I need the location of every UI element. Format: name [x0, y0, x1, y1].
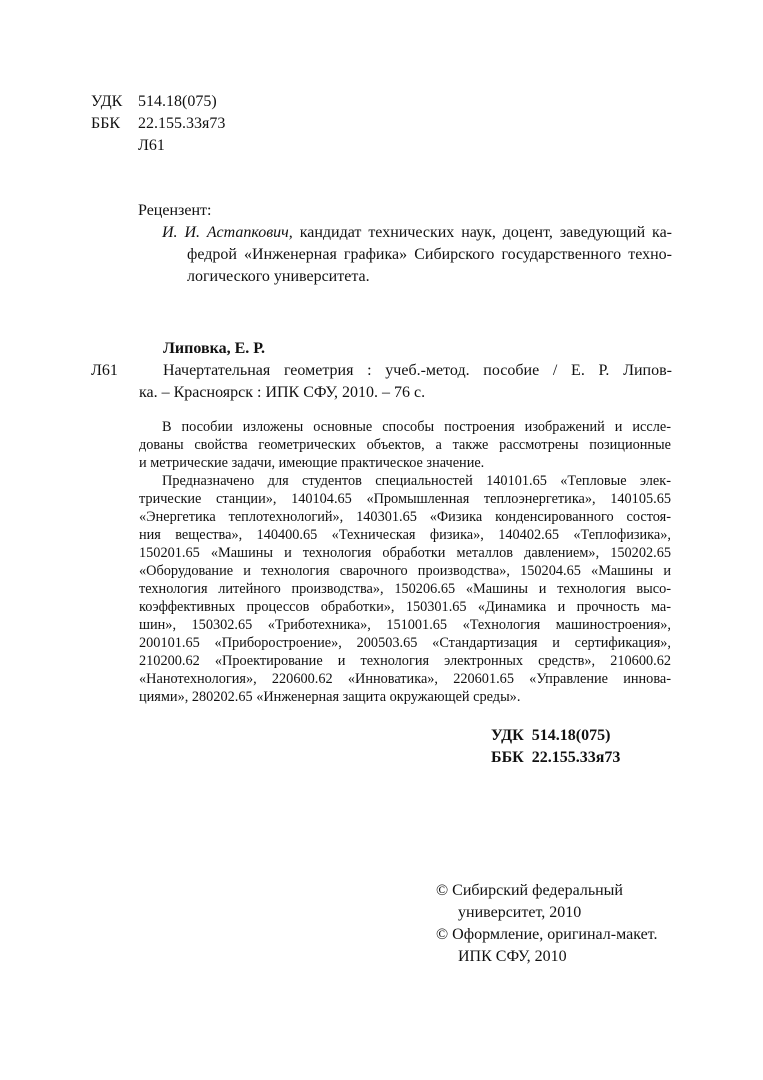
- bib-line-2: ка. – Красноярск : ИПК СФУ, 2010. – 76 с.: [139, 384, 426, 401]
- bbk-label: ББК: [91, 115, 121, 132]
- specialties-line: циями», 280202.65 «Инженерная защита окружающей среды».: [139, 689, 521, 705]
- udk-value: 514.18(075): [138, 93, 217, 110]
- specialties-line: «Оборудование и технология сварочного производства», 150204.65 «Машины и: [139, 563, 671, 579]
- specialties-line: 210200.62 «Проектирование и технология электронных средств», 210600.62: [139, 653, 671, 669]
- specialties-paragraph: [139, 472, 671, 706]
- footer-bbk: ББК 22.155.33я73: [491, 749, 621, 766]
- reviewer-text-1: кандидат технических наук, доцент, заведующий ка-: [299, 224, 673, 241]
- annotation-p1-line-1: В пособии изложены основные способы построения изображений и иссле-: [162, 419, 671, 435]
- author-mark-top: Л61: [138, 137, 165, 154]
- specialties-line: трические станции», 140104.65 «Промышленная теплоэнергетика», 140105.65: [139, 491, 671, 507]
- specialties-line: 150201.65 «Машины и технология обработки металлов давлением», 150202.65: [139, 545, 671, 561]
- reviewer-line-1: [162, 222, 672, 244]
- specialties-line: 200101.65 «Приборостроение», 200503.65 «Стандартизация и сертификация»,: [139, 635, 671, 651]
- udk-label: УДК: [91, 93, 123, 110]
- bbk-value: 22.155.33я73: [138, 115, 226, 132]
- specialties-line: «Энергетика теплотехнологий», 140301.65 «Физика конденсированного состоя-: [139, 509, 671, 525]
- bbk-line: [91, 113, 225, 135]
- footer-udk: УДК 514.18(075): [491, 727, 611, 744]
- annotation-p1-line-3: и метрические задачи, имеющие практическое значение.: [139, 455, 485, 471]
- copyright-line-1: © Сибирский федеральный: [436, 882, 623, 899]
- bib-line-1: Начертательная геометрия : учеб.-метод. пособие / Е. Р. Липов-: [163, 362, 672, 379]
- copyright-line-3: © Оформление, оригинал-макет.: [436, 926, 658, 943]
- specialties-line: Предназначено для студентов специальностей 140101.65 «Тепловые элек-: [162, 473, 671, 489]
- copyright-line-4: ИПК СФУ, 2010: [458, 948, 567, 965]
- author-heading: Липовка, Е. Р.: [163, 340, 266, 357]
- reviewer-heading: Рецензент:: [138, 202, 212, 219]
- specialties-line: «Нанотехнология», 220600.62 «Инноватика», 220601.65 «Управление иннова-: [139, 671, 671, 687]
- udk-line: [91, 91, 217, 113]
- author-mark-side: Л61: [91, 362, 118, 379]
- copyright-line-2: университет, 2010: [458, 904, 582, 921]
- reviewer-name: И. И. Астапкович,: [162, 224, 293, 241]
- specialties-line: шин», 150302.65 «Триботехника», 151001.65 «Технология машиностроения»,: [139, 617, 671, 633]
- annotation-p1-line-2: дованы свойства геометрических объектов, а также рассмотрены позиционные: [139, 437, 671, 453]
- reviewer-line-2: федрой «Инженерная графика» Сибирского государственного техно-: [187, 246, 672, 263]
- specialties-line: коэффективных процессов обработки», 150301.65 «Динамика и прочность ма-: [139, 599, 671, 615]
- specialties-line: технология литейного производства», 150206.65 «Машины и технология высо-: [139, 581, 671, 597]
- specialties-line: ния вещества», 140400.65 «Техническая физика», 140402.65 «Теплофизика»,: [139, 527, 671, 543]
- reviewer-line-3: логического университета.: [187, 268, 370, 285]
